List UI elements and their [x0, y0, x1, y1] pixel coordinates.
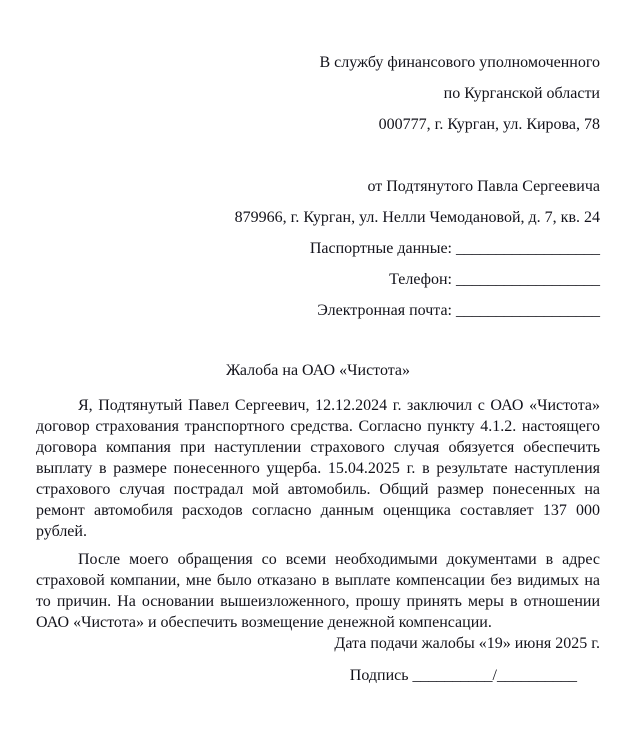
document-title: Жалоба на ОАО «Чистота»	[225, 362, 411, 379]
sender-line-2: 879966, г. Курган, ул. Нелли Чемодановой, д. 7, кв. 24	[234, 209, 600, 226]
signature-label: Подпись	[349, 667, 409, 684]
phone-field-row	[36, 264, 600, 295]
signature-name-blank-field[interactable]: __________	[497, 667, 577, 684]
recipient-line-3: 000777, г. Курган, ул. Кирова, 78	[378, 116, 600, 133]
sender-line-1: от Подтянутого Павла Сергеевича	[367, 178, 600, 195]
email-label: Электронная почта:	[317, 302, 452, 319]
passport-data-label: Паспортные данные:	[309, 240, 452, 257]
blank-spacer-line	[36, 140, 600, 171]
body-paragraph-2: После моего обращения со всеми необходимыми документами в адрес страховой компании, мне было отказано в выплате компенсации без видимых на то причин. На основании вышеизложенного, прошу принять меры в отношении ОАО «Чистота» и обеспечить возмещение денежной компенсации.	[36, 551, 600, 631]
filing-date-line: Дата подачи жалобы «19» июня 2025 г.	[334, 635, 600, 652]
recipient-line-2: по Курганской области	[443, 85, 600, 102]
email-blank-field[interactable]: __________________	[456, 302, 600, 319]
phone-label: Телефон:	[389, 271, 452, 288]
body-paragraph-1: Я, Подтянутый Павел Сергеевич, 12.12.2024 г. заключил с ОАО «Чистота» договор страхования транспортного средства. Согласно пункту 4.1.2. настоящего договора компания при наступлении страхового случая обязуется обеспечить выплату в размере понесенного ущерба. 15.04.2025 г. в результате наступления страхового случая пострадал мой автомобиль. Общий размер понесенных на ремонт автомобиля расходов согласно данным оценщика составляет 137 000 рублей.	[36, 397, 600, 540]
passport-data-blank-field[interactable]: __________________	[456, 240, 600, 257]
passport-data-field-row	[36, 233, 600, 264]
signature-slash: /	[492, 667, 497, 684]
phone-blank-field[interactable]: __________________	[456, 271, 600, 288]
signature-line-row	[36, 665, 600, 686]
email-field-row	[36, 295, 600, 326]
address-header-block	[36, 47, 600, 326]
recipient-line-1: В службу финансового уполномоченного	[319, 54, 600, 71]
signature-blank-field[interactable]: __________	[412, 667, 493, 684]
